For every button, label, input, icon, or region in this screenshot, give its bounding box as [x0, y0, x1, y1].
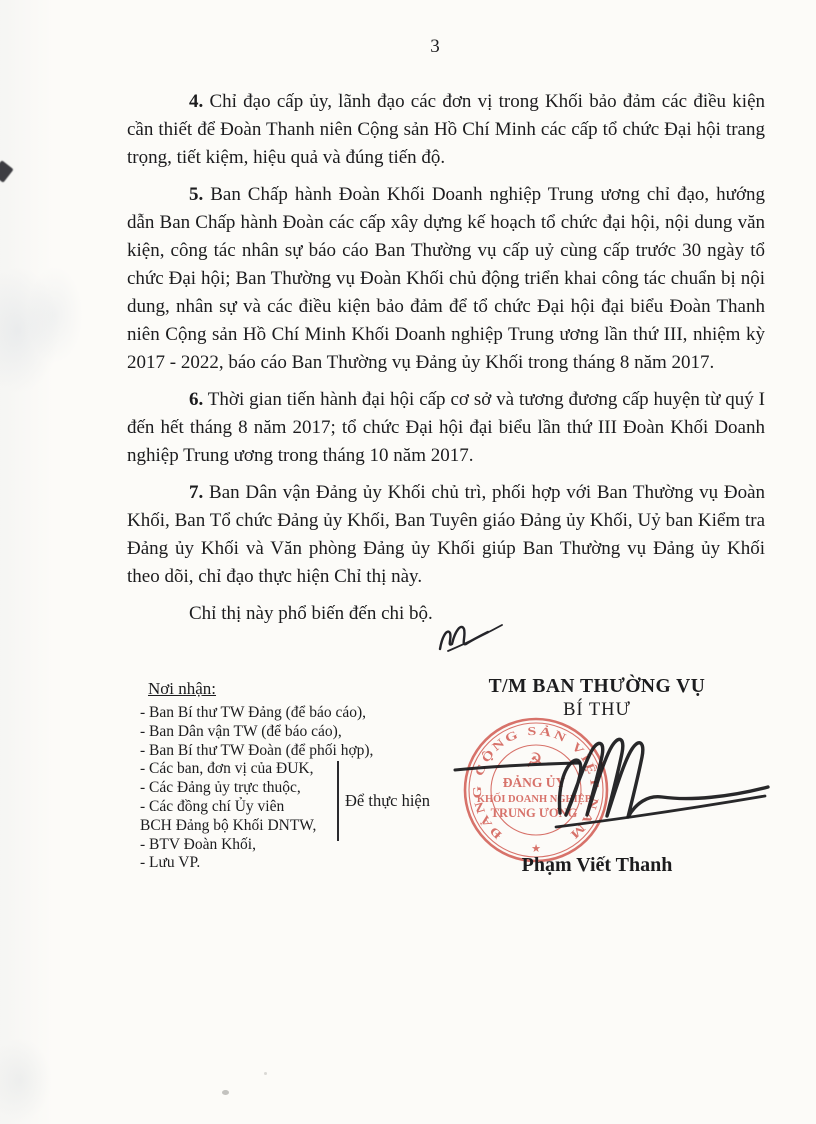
- recipient-item: - Các ban, đơn vị của ĐUK,: [140, 760, 314, 778]
- scan-speck: [264, 1072, 267, 1075]
- paragraph-text: Ban Dân vận Đảng ủy Khối chủ trì, phối hợp với Ban Thường vụ Đoàn Khối, Ban Tổ chức Đảng ủy Khối, Ban Tuyên giáo Đảng ủy Khối, Uỷ ban Kiểm tra Đảng ủy Khối và Văn phòng Đảng ủy Khối giúp Ban Thường vụ Đảng ủy Khối theo dõi, chỉ đạo thực hiện Chỉ thị này.: [127, 482, 766, 587]
- stamp-star-icon: ★: [531, 843, 541, 855]
- recipients-brace-note: Để thực hiện: [345, 791, 430, 810]
- recipient-item: - Ban Bí thư TW Đảng (để báo cáo),: [140, 704, 367, 721]
- page-number: 3: [430, 36, 440, 57]
- paragraph-5: [127, 181, 765, 377]
- stamp-ring-text: ĐẢNG CỘNG SẢN VIỆT NAM: [469, 723, 603, 843]
- hammer-sickle-icon: ☭: [525, 750, 543, 772]
- signer-name: Phạm Viết Thanh: [521, 854, 673, 876]
- paragraph-number: 6.: [189, 389, 204, 410]
- paragraph-6: [127, 386, 765, 470]
- recipients-title: Nơi nhận:: [148, 679, 217, 698]
- signer-title: BÍ THƯ: [563, 700, 631, 720]
- recipient-item: BCH Đảng bộ Khối DNTW,: [140, 816, 317, 834]
- document-body: [127, 88, 765, 628]
- recipient-item: - BTV Đoàn Khối,: [140, 835, 256, 853]
- paragraph-number: 5.: [189, 184, 204, 205]
- recipient-item: - Ban Dân vận TW (để báo cáo),: [140, 722, 342, 740]
- signature-scrawl: [440, 715, 790, 855]
- scan-speck: [222, 1090, 229, 1095]
- recipient-item: - Các đồng chí Ủy viên: [140, 797, 285, 815]
- stamp-org-line1: ĐẢNG ỦY: [502, 775, 566, 790]
- stamp-org-line2: KHỐI DOANH NGHIỆP: [476, 794, 592, 805]
- recipient-item: - Ban Bí thư TW Đoàn (để phối hợp),: [140, 741, 374, 759]
- scan-shading: [0, 0, 90, 1124]
- closing-line: Chỉ thị này phổ biến đến chi bộ.: [189, 603, 433, 624]
- paragraph-number: 7.: [189, 482, 204, 503]
- paragraph-text: Chỉ đạo cấp ủy, lãnh đạo các đơn vị trong Khối bảo đảm các điều kiện cần thiết để Đoàn Thanh niên Cộng sản Hồ Chí Minh các cấp tổ chức Đại hội trang trọng, tiết kiệm, hiệu quả và đúng tiến độ.: [127, 91, 765, 168]
- handwritten-initials-icon: [428, 612, 510, 662]
- recipient-item: - Các Đảng ủy trực thuộc,: [140, 779, 301, 797]
- recipient-item: - Lưu VP.: [140, 854, 201, 872]
- paragraph-4: [127, 88, 765, 172]
- signing-authority: T/M BAN THƯỜNG VỤ: [488, 676, 706, 697]
- stamp-org-line3: TRUNG ƯƠNG: [490, 806, 578, 820]
- recipients-brace-line: [337, 761, 339, 841]
- scan-smudge: [0, 160, 14, 183]
- paragraph-text: Ban Chấp hành Đoàn Khối Doanh nghiệp Trung ương chỉ đạo, hướng dẫn Ban Chấp hành Đoàn các cấp xây dựng kế hoạch tổ chức đại hội, nội dung văn kiện, công tác nhân sự báo cáo Ban Thường vụ cấp uỷ cùng cấp trước 30 ngày tổ chức Đại hội; Ban Thường vụ Đoàn Khối chủ động triển khai công tác chuẩn bị nội dung, nhân sự và các điều kiện bảo đảm để tổ chức Đại hội đại biểu Đoàn Thanh niên Cộng sản Hồ Chí Minh Khối Doanh nghiệp Trung ương lần thứ III, nhiệm kỳ 2017 - 2022, báo cáo Ban Thường vụ Đảng ủy Khối trong tháng 8 năm 2017.: [127, 184, 765, 373]
- paragraph-number: 4.: [189, 91, 204, 112]
- paragraph-7: [127, 479, 765, 591]
- paragraph-text: Thời gian tiến hành đại hội cấp cơ sở và tương đương cấp huyện từ quý I đến hết tháng 8 năm 2017; tổ chức Đại hội đại biểu lần thứ III Đoàn Khối Doanh nghiệp Trung ương trong tháng 10 năm 2017.: [127, 389, 765, 466]
